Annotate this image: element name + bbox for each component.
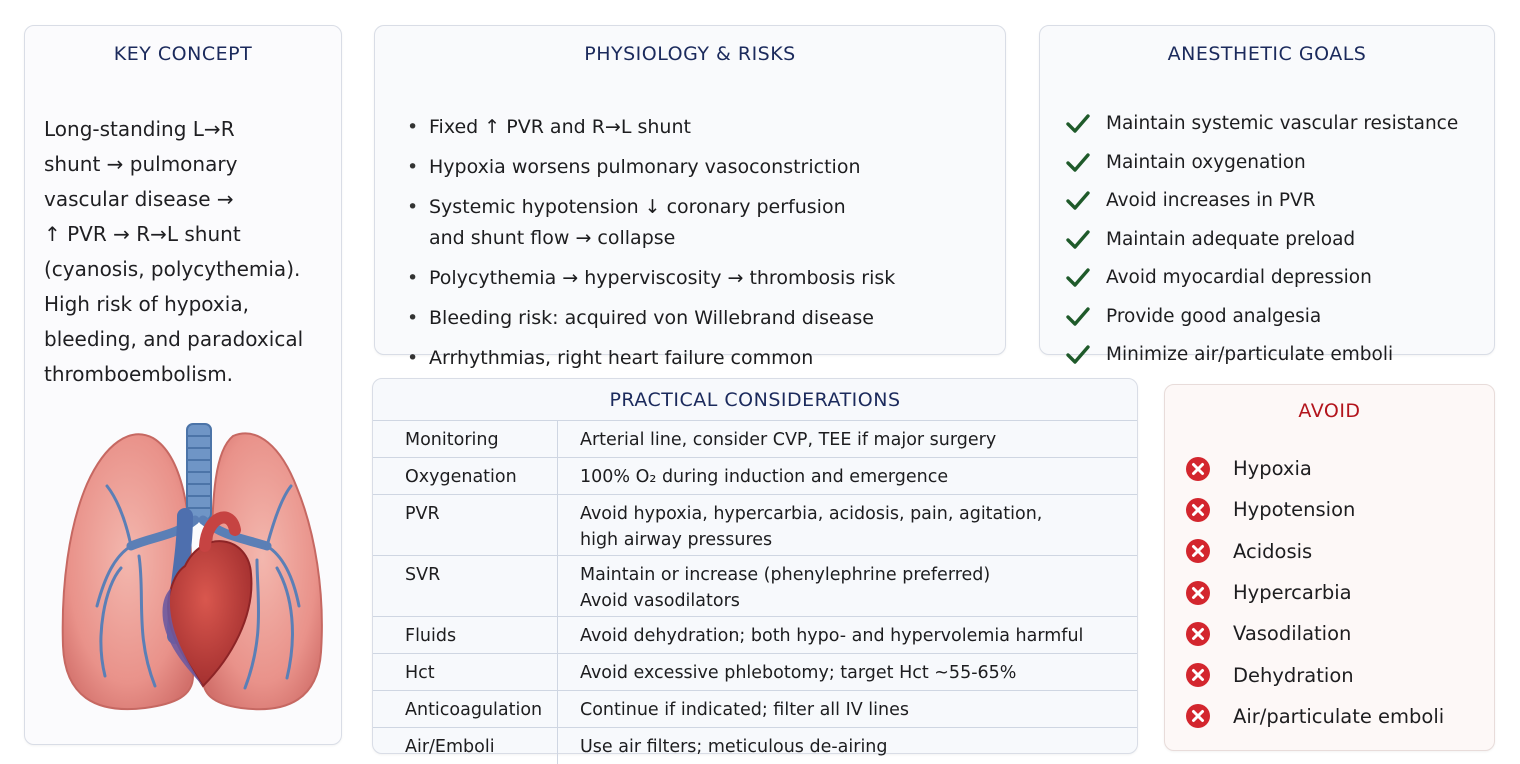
key-concept-line: ↑ PVR → R→L shunt: [44, 222, 241, 246]
key-concept-line: Long-standing L→R: [44, 117, 235, 141]
practical-considerations-card: [372, 378, 1138, 757]
table-value: [580, 556, 1137, 614]
table-value: [580, 728, 1137, 760]
avoid-item-label: Hypoxia: [1233, 457, 1312, 481]
avoid-item-label: Vasodilation: [1233, 622, 1352, 646]
goal-item-label: Minimize air/particulate emboli: [1106, 344, 1394, 365]
physiology-item: [405, 343, 895, 374]
table-value-line: Continue if indicated; filter all IV lines: [580, 700, 909, 720]
table-key: Air/Emboli: [405, 737, 495, 757]
avoid-item: [1185, 531, 1444, 572]
goal-item-label: Maintain oxygenation: [1106, 151, 1306, 173]
table-row: [373, 617, 1137, 654]
table-value-cell: [558, 458, 1138, 495]
goal-item: [1064, 187, 1458, 226]
table-value-cell: [558, 556, 1138, 617]
physiology-list: [405, 112, 895, 383]
table-value-line: Arterial line, consider CVP, TEE if major surgery: [580, 430, 997, 450]
x-circle-icon: [1185, 662, 1211, 688]
table-value: [580, 691, 1137, 723]
physiology-item-line: • Polycythemia → hyperviscosity → thrombosis risk: [429, 267, 896, 289]
goal-item: [1064, 264, 1458, 303]
check-icon: [1064, 149, 1092, 177]
physiology-item-line: • Fixed ↑ PVR and R→L shunt: [429, 116, 691, 138]
goal-item: [1064, 110, 1458, 149]
key-concept-line: High risk of hypoxia,: [44, 292, 249, 316]
table-value-line: Maintain or increase (phenylephrine preferred): [580, 565, 991, 585]
avoid-item: [1185, 448, 1444, 489]
key-concept-line: vascular disease →: [44, 187, 234, 211]
table-value-cell: [558, 691, 1138, 728]
table-value-cell: [558, 728, 1138, 764]
key-concept-card: [24, 25, 342, 745]
avoid-item-label: Hypotension: [1233, 498, 1356, 522]
table-value-line: Avoid vasodilators: [580, 591, 740, 611]
table-row: [373, 421, 1137, 458]
goal-item: [1064, 149, 1458, 188]
check-icon: [1064, 341, 1092, 369]
table-key: Monitoring: [405, 430, 499, 450]
goal-item: [1064, 341, 1458, 380]
physiology-risks-card: [374, 25, 1006, 369]
key-concept-line: (cyanosis, polycythemia).: [44, 257, 301, 281]
table-value-line: Avoid excessive phlebotomy; target Hct ~55-65%: [580, 663, 1017, 683]
table-row: [373, 691, 1137, 728]
key-concept-title: KEY CONCEPT: [113, 43, 253, 65]
goal-item: [1064, 226, 1458, 265]
table-value: [580, 617, 1137, 649]
avoid-item: [1185, 489, 1444, 530]
check-icon: [1064, 226, 1092, 254]
check-icon: [1064, 303, 1092, 331]
avoid-item-label: Dehydration: [1233, 663, 1354, 687]
avoid-item: [1185, 572, 1444, 613]
table-value-cell: [558, 495, 1138, 556]
physiology-item: [405, 152, 895, 183]
physiology-item-line: • Arrhythmias, right heart failure common: [429, 347, 814, 369]
x-circle-icon: [1185, 703, 1211, 729]
table-key: Anticoagulation: [405, 700, 543, 720]
physiology-item: [405, 112, 895, 143]
table-value-line: Avoid dehydration; both hypo- and hypervolemia harmful: [580, 626, 1084, 646]
table-key: SVR: [405, 565, 441, 585]
table-key-cell: [373, 654, 558, 691]
x-circle-icon: [1185, 580, 1211, 606]
table-row: [373, 458, 1137, 495]
check-icon: [1064, 187, 1092, 215]
table-row: [373, 728, 1137, 764]
check-icon: [1064, 264, 1092, 292]
table-key: Fluids: [405, 626, 457, 646]
physiology-item-line: • Bleeding risk: acquired von Willebrand disease: [429, 307, 874, 329]
goal-item: [1064, 303, 1458, 342]
table-row: [373, 654, 1137, 691]
x-circle-icon: [1185, 456, 1211, 482]
table-value-cell: [558, 654, 1138, 691]
avoid-item: [1185, 613, 1444, 654]
goal-item-label: Maintain adequate preload: [1106, 228, 1356, 250]
table-value-line: high airway pressures: [580, 530, 773, 550]
physiology-item-line: and shunt flow → collapse: [429, 227, 676, 249]
goal-item-label: Avoid increases in PVR: [1106, 190, 1316, 211]
practical-title: PRACTICAL CONSIDERATIONS: [609, 389, 901, 411]
physiology-item: [405, 303, 895, 334]
anesthetic-goals-card: [1039, 25, 1495, 365]
table-row: [373, 556, 1137, 617]
avoid-item: [1185, 654, 1444, 695]
physiology-item-line: • Hypoxia worsens pulmonary vasoconstriction: [429, 156, 861, 178]
goal-item-label: Avoid myocardial depression: [1106, 267, 1372, 288]
table-row: [373, 495, 1137, 556]
table-key-cell: [373, 458, 558, 495]
physiology-item: [405, 192, 895, 254]
avoid-item-label: Hypercarbia: [1233, 581, 1352, 605]
table-value: [580, 458, 1137, 490]
physiology-title: PHYSIOLOGY & RISKS: [584, 43, 796, 65]
table-value-cell: [558, 421, 1138, 458]
table-key-cell: [373, 495, 558, 556]
avoid-list: [1185, 448, 1444, 737]
key-concept-line: thromboembolism.: [44, 362, 234, 386]
check-icon: [1064, 110, 1092, 138]
goals-list: [1064, 110, 1458, 380]
x-circle-icon: [1185, 538, 1211, 564]
physiology-item: [405, 263, 895, 294]
table-key: Hct: [405, 663, 435, 683]
physiology-item-line: • Systemic hypotension ↓ coronary perfusion: [429, 196, 846, 218]
avoid-card: [1164, 384, 1495, 751]
table-value-line: Avoid hypoxia, hypercarbia, acidosis, pain, agitation,: [580, 504, 1043, 524]
table-key-cell: [373, 556, 558, 617]
goal-item-label: Provide good analgesia: [1106, 305, 1322, 327]
table-value: [580, 495, 1137, 553]
lungs-heart-illustration: [35, 396, 347, 726]
goals-title: ANESTHETIC GOALS: [1167, 43, 1367, 65]
key-concept-line: shunt → pulmonary: [44, 152, 238, 176]
avoid-title: AVOID: [1298, 400, 1361, 422]
table-key-cell: [373, 421, 558, 458]
avoid-item: [1185, 696, 1444, 737]
table-value: [580, 421, 1137, 453]
key-concept-text: [44, 112, 334, 392]
x-circle-icon: [1185, 497, 1211, 523]
table-key-cell: [373, 691, 558, 728]
table-key-cell: [373, 728, 558, 764]
table-key: Oxygenation: [405, 467, 517, 487]
table-value-line: 100% O₂ during induction and emergence: [580, 467, 949, 487]
table-value-cell: [558, 617, 1138, 654]
key-concept-line: bleeding, and paradoxical: [44, 327, 304, 351]
table-key-cell: [373, 617, 558, 654]
practical-table: [373, 420, 1137, 764]
table-key: PVR: [405, 504, 440, 524]
avoid-item-label: Acidosis: [1233, 539, 1313, 563]
x-circle-icon: [1185, 621, 1211, 647]
avoid-item-label: Air/particulate emboli: [1233, 704, 1445, 728]
table-value: [580, 654, 1137, 686]
goal-item-label: Maintain systemic vascular resistance: [1106, 113, 1459, 134]
table-value-line: Use air filters; meticulous de-airing: [580, 737, 888, 757]
